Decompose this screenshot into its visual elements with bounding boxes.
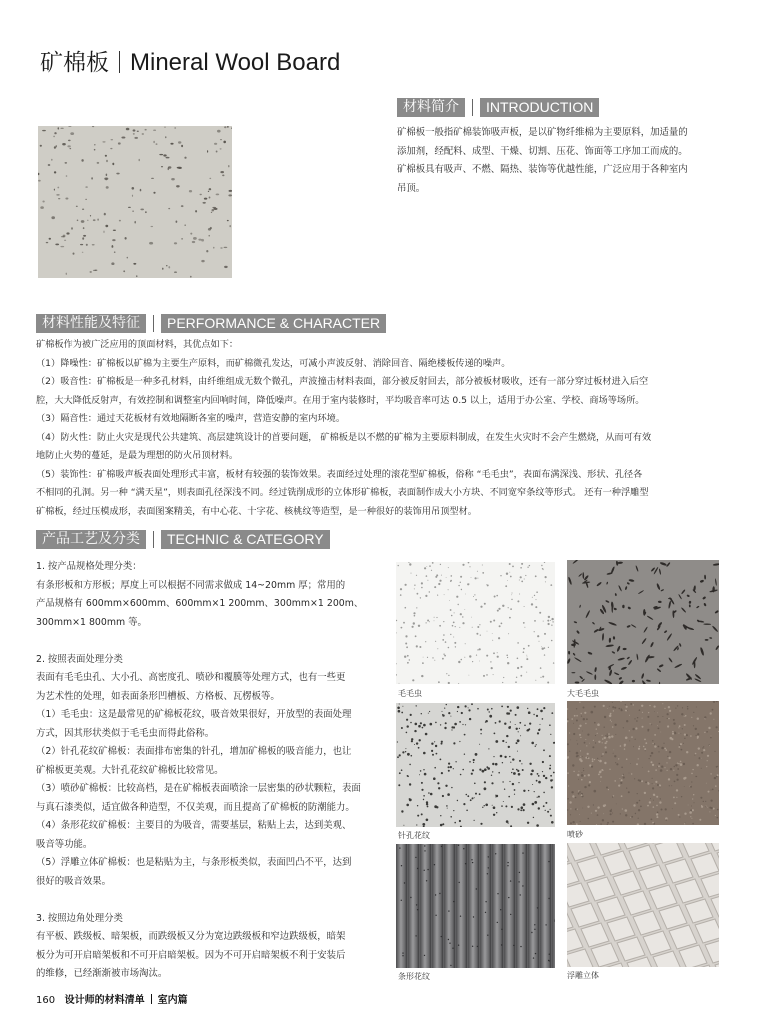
tiaoxing-texture [396, 844, 555, 968]
technic-line: 为艺术性的处理，如表面条形凹槽板、方格板、瓦楞板等。 [36, 690, 280, 702]
intro-line: 添加剂，经配料、成型、干燥、切割、压花、饰面等工序加工而成的。 [397, 145, 688, 157]
performance-line: （3）隔音性：通过天花板材有效地隔断各室的噪声，营造安静的室内环境。 [36, 413, 346, 424]
sample-maomaochong-photo [396, 562, 555, 684]
footer-divider [151, 994, 152, 1004]
book-title: 设计师的材料清单 [64, 995, 145, 1006]
da-maomaochong-texture [567, 560, 719, 684]
intro-line: 吊顶。 [397, 182, 426, 194]
intro-heading [397, 98, 599, 117]
technic-line: 板分为可开启暗架板和不可开启暗架板。因为不可开启暗架板不利于安装后 [36, 949, 346, 961]
intro-line: 矿棉板具有吸声、不燃、隔热、装饰等优越性能，广泛应用于各种室内 [397, 164, 688, 175]
maomaochong-texture [396, 562, 555, 684]
title-en: Mineral Wool Board [130, 49, 341, 76]
sample-fudiao-caption: 浮雕立体 [567, 971, 599, 980]
technic-line: （1）毛毛虫：这是最常见的矿棉板花纹，吸音效果很好，开放型的表面处理 [36, 709, 352, 720]
technic-heading-divider [153, 531, 154, 548]
mineral-board-texture [38, 126, 232, 278]
performance-line: （4）防火性：防止火灾是现代公共建筑、高层建筑设计的首要问题， 矿棉板是以不燃的矿棉为主要原料制成，在发生火灾时不会产生燃烧，从而可有效 [36, 431, 652, 443]
intro-heading-en: INTRODUCTION [480, 98, 599, 117]
fudiao-texture [567, 843, 719, 967]
technic-line: 矿棉板更美观。大针孔花纹矿棉板比较常见。 [36, 764, 224, 776]
technic-line: （5）浮雕立体矿棉板：也是粘贴为主，与条形板类似，表面凹凸不平，达到 [36, 857, 352, 868]
intro-line: 矿棉板一般指矿棉装饰吸声板，是以矿物纤维棉为主要原料，加适量的 [397, 127, 688, 138]
technic-heading [36, 530, 330, 549]
technic-line: （2）针孔花纹矿棉板：表面排布密集的针孔，增加矿棉板的吸音能力，也让 [36, 746, 352, 757]
title-cn: 矿棉板 [40, 50, 109, 76]
technic-line [36, 891, 386, 910]
performance-line: 腔，大大降低反射声，有效控制和调整室内回响时间，降低噪声。在用于室内装修时，平均吸音率可达 0.5 以上，适用于办公室、学校、商场等场所。 [36, 394, 645, 406]
technic-line: 3. 按照边角处理分类 [36, 912, 123, 924]
page-footer [36, 991, 188, 1006]
sample-fudiao-photo [567, 843, 719, 967]
performance-line: 不相同的孔洞。另一种 “满天星”，则表面孔径深浅不同。经过铣削成形的立体形矿棉板，表面制作成大小方块、不同宽窄条纹等形式。 还有一种浮雕型 [36, 487, 649, 498]
intro-heading-divider [472, 99, 473, 116]
performance-line: 地防止火势的蔓延，是最为理想的防火吊顶材料。 [36, 450, 239, 461]
technic-line [36, 632, 386, 651]
sample-da-maomaochong-caption: 大毛毛虫 [567, 689, 599, 698]
technic-line: 有条形板和方形板；厚度上可以根据不同需求做成 14~20mm 厚；常用的 [36, 579, 346, 591]
title-divider [119, 51, 120, 73]
performance-line: （1）降噪性：矿棉板以矿棉为主要生产原料，而矿棉微孔发达，可减小声波反射、消除回音、隔绝楼板传递的噪声。 [36, 357, 511, 369]
technic-heading-en: TECHNIC & CATEGORY [161, 530, 330, 549]
performance-line: 矿棉板，经过压模成形，表面图案精美，有中心花、十字花、核桃纹等造型，是一种很好的装饰用吊顶型材。 [36, 505, 477, 517]
sample-zhenkong-caption: 针孔花纹 [398, 831, 430, 840]
sample-tiaoxing-caption: 条形花纹 [398, 972, 430, 981]
page-title [40, 44, 340, 77]
section-name: 室内篇 [157, 995, 188, 1006]
technic-line: 方式，因其形状类似于毛毛虫而得此俗称。 [36, 727, 215, 739]
technic-line: 有平板、跌级板、暗架板，而跌级板又分为宽边跌级板和窄边跌级板，暗架 [36, 931, 346, 942]
performance-line: （2）吸音性：矿棉板是一种多孔材料，由纤维组成无数个微孔，声波撞击材料表面，部分被反射回去，部分被板材吸收，还有一部分穿过板材进入后空 [36, 376, 649, 387]
sample-da-maomaochong-photo [567, 560, 719, 684]
intro-photo [38, 126, 232, 278]
technic-line: 与真石漆类似，适宜做各种造型，不仅美观，而且提高了矿棉板的防潮能力。 [36, 801, 355, 813]
technic-line: （4）条形花纹矿棉板：主要目的为吸音，需要基层，粘贴上去，达到美观、 [36, 820, 352, 831]
performance-text [36, 336, 741, 521]
pensha-texture [567, 701, 719, 825]
sample-tiaoxing-photo [396, 844, 555, 968]
page-number: 160 [36, 995, 56, 1006]
technic-line: 1. 按产品规格处理分类： [36, 561, 142, 572]
technic-line: 吸音等功能。 [36, 838, 93, 850]
technic-line: 产品规格有 600mm×600mm、600mm×1 200mm、300mm×1 200m、 [36, 598, 364, 609]
technic-line: （3）喷砂矿棉板：比较高档，是在矿棉板表面喷涂一层密集的砂状颗粒，表面 [36, 783, 361, 794]
intro-text [397, 124, 737, 198]
intro-heading-cn: 材料简介 [397, 98, 465, 117]
performance-heading-en: PERFORMANCE & CHARACTER [161, 314, 386, 333]
performance-heading-cn: 材料性能及特征 [36, 314, 146, 333]
technic-text [36, 558, 386, 984]
performance-line: （5）装饰性：矿棉吸声板表面处理形式丰富，板材有较强的装饰效果。表面经过处理的滚花型矿棉板，俗称 “毛毛虫”，表面布满深浅、形状、孔径各 [36, 468, 643, 480]
sample-pensha-photo [567, 701, 719, 825]
technic-line: 表面有毛毛虫孔、大小孔、高密度孔、喷砂和覆膜等处理方式，也有一些更 [36, 672, 346, 683]
technic-line: 的维修，已经渐渐被市场淘汰。 [36, 968, 168, 979]
sample-pensha-caption: 喷砂 [567, 830, 583, 839]
technic-line: 很好的吸音效果。 [36, 875, 112, 887]
technic-line: 2. 按照表面处理分类 [36, 653, 123, 665]
zhenkong-texture [396, 703, 555, 827]
performance-line: 矿棉板作为被广泛应用的顶面材料，其优点如下： [36, 339, 239, 350]
sample-maomaochong-caption: 毛毛虫 [398, 689, 422, 698]
performance-heading-divider [153, 315, 154, 332]
technic-heading-cn: 产品工艺及分类 [36, 530, 146, 549]
performance-heading [36, 314, 386, 333]
technic-line: 300mm×1 800mm 等。 [36, 616, 147, 628]
sample-zhenkong-photo [396, 703, 555, 827]
